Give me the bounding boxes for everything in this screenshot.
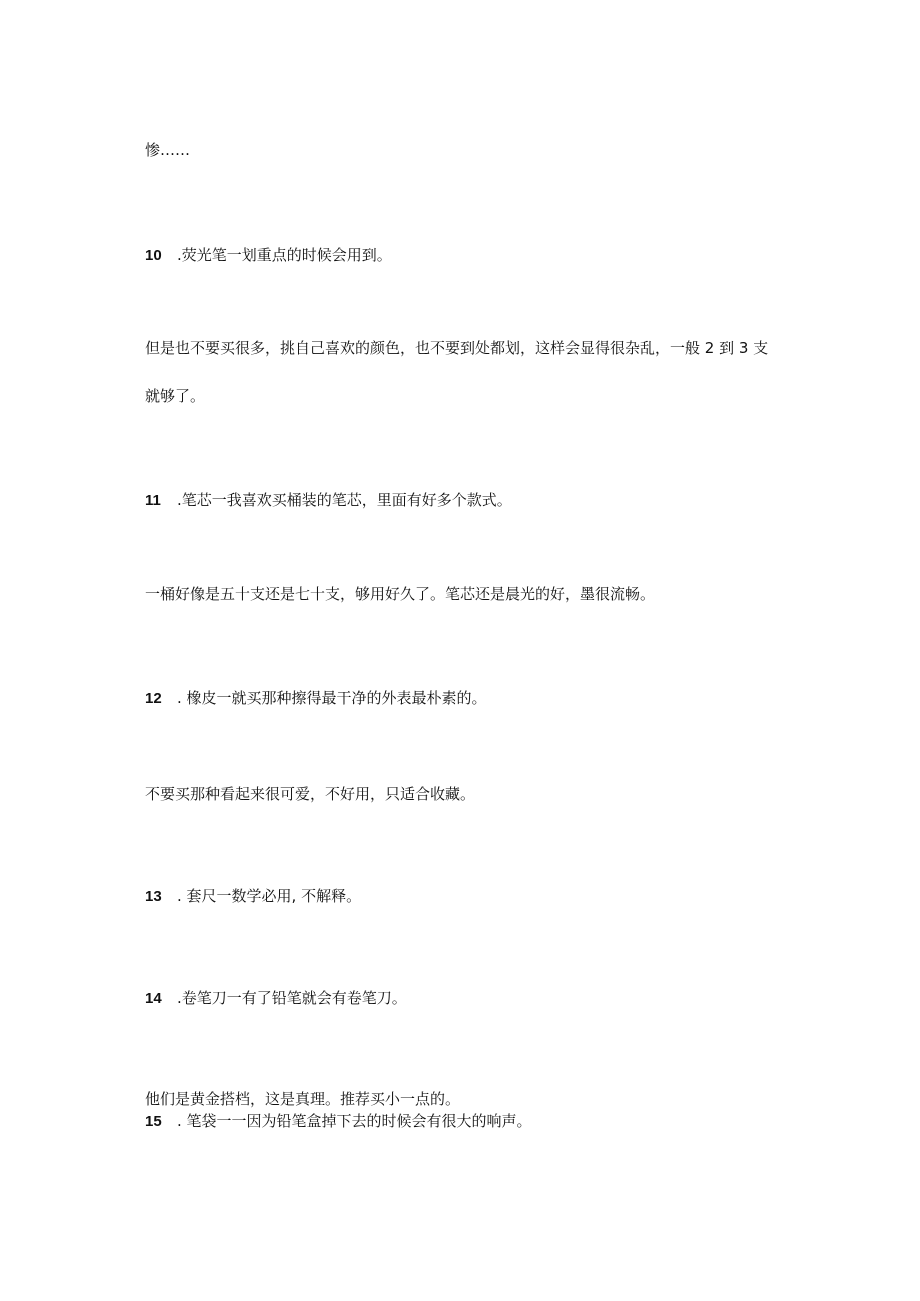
item-number: 10 <box>145 247 162 264</box>
item-number: 14 <box>145 990 162 1007</box>
text-line: 但是也不要买很多，挑自己喜欢的颜色，也不要到处都划，这样会显得很杂乱，一般 2 到 3 支 <box>145 339 769 357</box>
list-item <box>145 688 487 709</box>
item-text: .荧光笔一划重点的时候会用到。 <box>177 246 392 264</box>
list-item <box>145 886 361 907</box>
item-text: . 橡皮一就买那种擦得最干净的外表最朴素的。 <box>177 689 487 707</box>
text-line: 惨…… <box>145 141 191 159</box>
text-line: 就够了。 <box>145 387 206 405</box>
text-line: 不要买那种看起来很可爱，不好用，只适合收藏。 <box>145 785 476 803</box>
list-item <box>145 988 407 1009</box>
item-number: 12 <box>145 690 162 707</box>
list-item <box>145 490 512 511</box>
item-text: .卷笔刀一有了铅笔就会有卷笔刀。 <box>177 989 407 1007</box>
item-text: . 套尺一数学必用, 不解释。 <box>177 887 362 905</box>
text-line: 一桶好像是五十支还是七十支，够用好久了。笔芯还是晨光的好，墨很流畅。 <box>145 585 656 603</box>
list-item <box>145 245 392 266</box>
item-number: 13 <box>145 888 162 905</box>
item-number: 15 <box>145 1113 162 1130</box>
item-number: 11 <box>145 492 161 509</box>
text-line: 他们是黄金搭档，这是真理。推荐买小一点的。 <box>145 1090 461 1108</box>
item-text: . 笔袋一一因为铅笔盒掉下去的时候会有很大的响声。 <box>177 1112 532 1130</box>
item-text: .笔芯一我喜欢买桶装的笔芯，里面有好多个款式。 <box>177 491 512 509</box>
list-item <box>145 1111 532 1132</box>
